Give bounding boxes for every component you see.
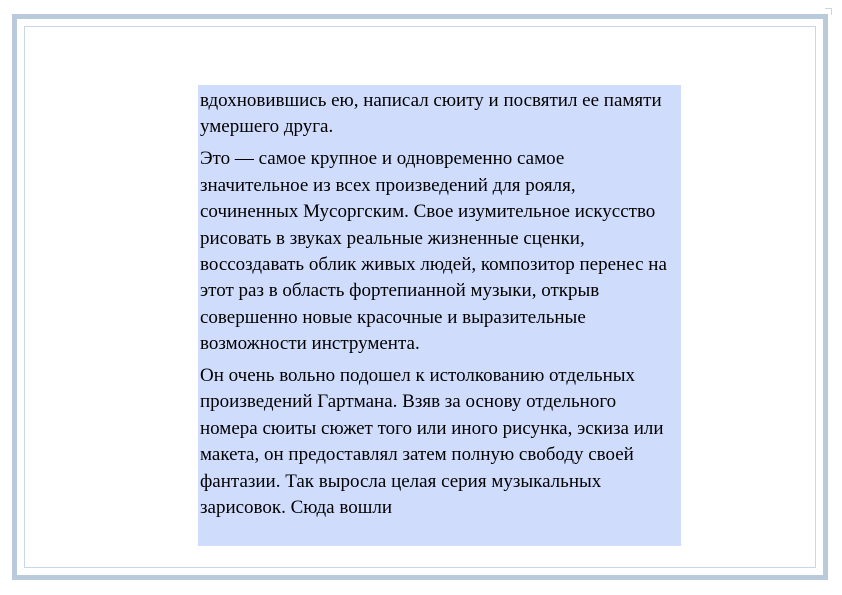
- paragraph-1: вдохновившись ею, написал сюиту и посвятил ее памяти умершего друга.: [200, 90, 662, 138]
- paragraph-2: Это — самое крупное и одновременно самое значительное из всех произведений для рояля, сочиненных Мусоргским. Свое изумительное искусство рисовать в звуках реальные жизненные сценки, воссоздавать облик живых людей, композитор перенес на этот раз в область фортепианной музыки, открыв совершенно новые красочные и выразительные возможности инструмента.: [200, 148, 667, 355]
- frame-corner-decoration: [825, 8, 832, 15]
- paragraph-3: Он очень вольно подошел к истолкованию отдельных произведений Гартмана. Взяв за основу отдельного номера сюиты сюжет того или иного рисунка, эскиза или макета, он предоставлял затем полную свободу своей фантазии. Так выросла целая серия музыкальных зарисовок. Сюда вошли: [200, 365, 664, 519]
- text-box: [198, 85, 681, 546]
